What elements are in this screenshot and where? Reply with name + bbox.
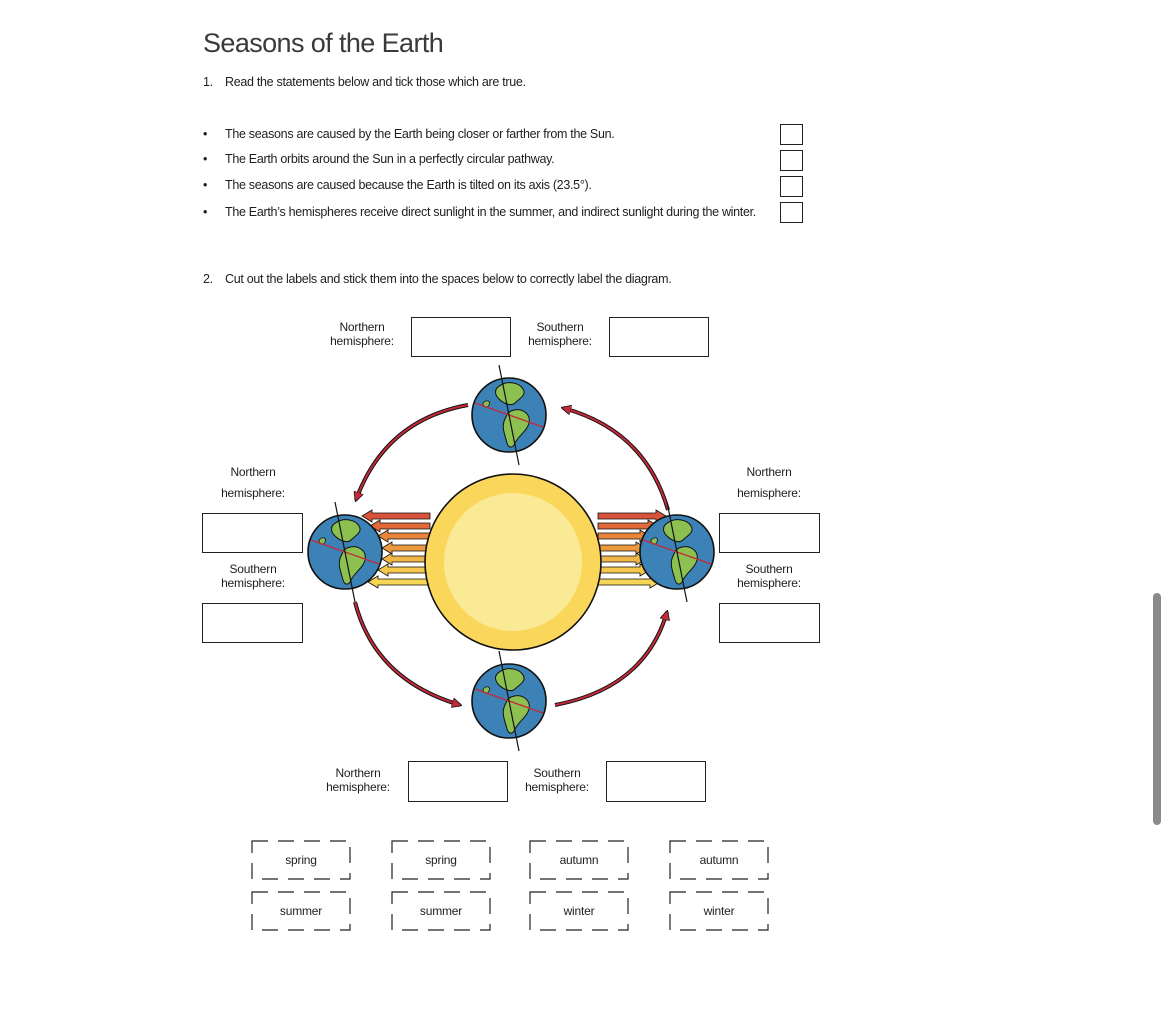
cut-label-text: winter bbox=[703, 904, 735, 918]
earth-globe-icon-bottom bbox=[472, 651, 546, 751]
cut-label-summer[interactable] bbox=[392, 892, 490, 930]
label-line: hemisphere: bbox=[221, 576, 285, 590]
label-line: hemisphere: bbox=[330, 334, 394, 348]
answer-box-south-left[interactable] bbox=[202, 603, 303, 643]
label-north-right bbox=[719, 462, 819, 504]
label-line: hemisphere: bbox=[525, 780, 589, 794]
cut-label-text: spring bbox=[425, 853, 457, 867]
question-1-number: 1. bbox=[203, 75, 213, 89]
statement-text: The seasons are caused because the Earth is tilted on its axis (23.5°). bbox=[225, 178, 592, 192]
sun-icon bbox=[425, 474, 601, 650]
cut-label-text: winter bbox=[563, 904, 595, 918]
bullet: • bbox=[203, 127, 208, 141]
label-line: Northern bbox=[230, 465, 276, 479]
label-line: hemisphere: bbox=[737, 486, 801, 500]
label-line: hemisphere: bbox=[528, 334, 592, 348]
label-line: Southern bbox=[745, 562, 793, 576]
question-2-number: 2. bbox=[203, 272, 213, 286]
label-south-bottom bbox=[515, 766, 599, 794]
cut-label-autumn[interactable] bbox=[670, 841, 768, 879]
bullet: • bbox=[203, 152, 208, 166]
bullet: • bbox=[203, 178, 208, 192]
cut-label-winter[interactable] bbox=[670, 892, 768, 930]
label-south-top bbox=[518, 320, 602, 348]
statement-text: The Earth orbits around the Sun in a perfectly circular pathway. bbox=[225, 152, 555, 166]
label-north-left bbox=[203, 462, 303, 504]
label-north-top bbox=[320, 320, 404, 348]
label-line: Southern bbox=[536, 320, 584, 334]
answer-box-north-bottom[interactable] bbox=[408, 761, 508, 802]
statement-text: The seasons are caused by the Earth being closer or farther from the Sun. bbox=[225, 127, 615, 141]
label-line: hemisphere: bbox=[326, 780, 390, 794]
cut-label-spring[interactable] bbox=[392, 841, 490, 879]
statement-text: The Earth’s hemispheres receive direct sunlight in the summer, and indirect sunlight during the winter. bbox=[225, 205, 756, 219]
label-line: Northern bbox=[339, 320, 385, 334]
label-line: Southern bbox=[229, 562, 277, 576]
answer-box-north-left[interactable] bbox=[202, 513, 303, 553]
earth-globe-icon-top bbox=[472, 365, 546, 465]
label-south-right bbox=[719, 562, 819, 590]
label-line: Southern bbox=[533, 766, 581, 780]
answer-box-south-right[interactable] bbox=[719, 603, 820, 643]
label-south-left bbox=[203, 562, 303, 590]
cut-label-text: autumn bbox=[559, 853, 599, 867]
cut-label-text: spring bbox=[285, 853, 317, 867]
page-title: Seasons of the Earth bbox=[203, 28, 444, 58]
scrollbar-thumb[interactable] bbox=[1153, 593, 1161, 825]
cut-label-text: summer bbox=[419, 904, 463, 918]
question-2-text: Cut out the labels and stick them into the spaces below to correctly label the diagram. bbox=[225, 272, 672, 286]
label-line: hemisphere: bbox=[737, 576, 801, 590]
label-line: hemisphere: bbox=[221, 486, 285, 500]
question-1-text: Read the statements below and tick those which are true. bbox=[225, 75, 526, 89]
answer-box-south-top[interactable] bbox=[609, 317, 709, 357]
label-line: Northern bbox=[335, 766, 381, 780]
cut-label-winter[interactable] bbox=[530, 892, 628, 930]
answer-box-north-right[interactable] bbox=[719, 513, 820, 553]
cut-label-text: autumn bbox=[699, 853, 739, 867]
cut-label-summer[interactable] bbox=[252, 892, 350, 930]
cut-label-text: summer bbox=[279, 904, 323, 918]
cut-label-spring[interactable] bbox=[252, 841, 350, 879]
bullet: • bbox=[203, 205, 208, 219]
answer-box-south-bottom[interactable] bbox=[606, 761, 706, 802]
label-line: Northern bbox=[746, 465, 792, 479]
answer-box-north-top[interactable] bbox=[411, 317, 511, 357]
cut-label-autumn[interactable] bbox=[530, 841, 628, 879]
label-north-bottom bbox=[316, 766, 400, 794]
